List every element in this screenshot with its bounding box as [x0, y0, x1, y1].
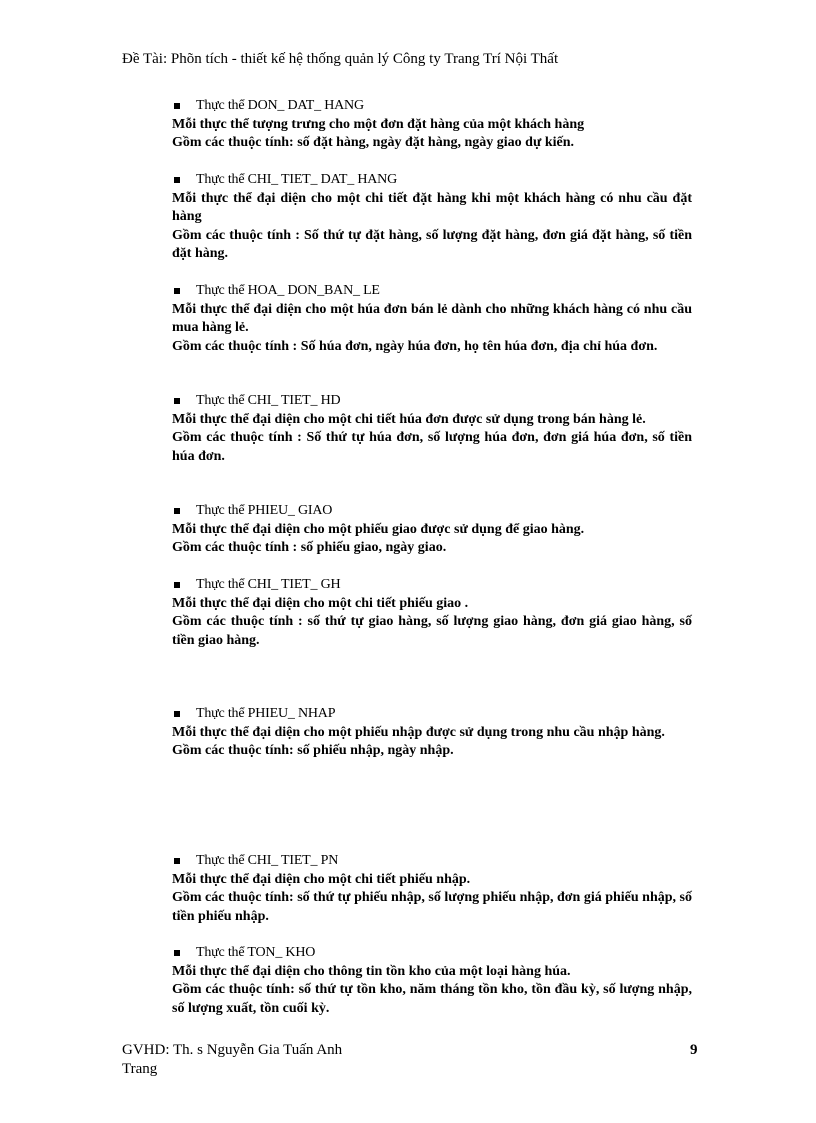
entity-title — [172, 282, 692, 301]
entity-description: Mỗi thực thể đại diện cho một phiếu nhập được sử dụng trong nhu cầu nhập hàng. — [172, 724, 665, 740]
entity-phieu-nhap — [172, 705, 692, 761]
entity-title — [172, 171, 692, 190]
entity-description: Mỗi thực thể đại diện cho thông tin tồn kho của một loại hàng húa. — [172, 963, 571, 979]
entity-title-text: Thực thể TON_ KHO — [196, 945, 316, 960]
entity-chi-tiet-dat-hang — [172, 171, 692, 264]
entity-title-text: Thực thể DON_ DAT_ HANG — [196, 98, 364, 113]
entity-description: Mỗi thực thể tượng trưng cho một đơn đặt hàng của một khách hàng — [172, 116, 585, 132]
entity-title — [172, 705, 692, 724]
bullet-icon — [174, 177, 180, 183]
entity-title-text: Thực thể CHI_ TIET_ GH — [196, 577, 341, 592]
entity-title-text: Thực thể CHI_ TIET_ DAT_ HANG — [196, 172, 397, 187]
entity-attributes: Gồm các thuộc tính: số đặt hàng, ngày đặt hàng, ngày giao dự kiến. — [172, 135, 575, 150]
footer-supervisor — [122, 1041, 422, 1079]
entity-chi-tiet-pn — [172, 852, 692, 926]
entity-title — [172, 97, 692, 116]
entity-phieu-giao — [172, 502, 692, 558]
bullet-icon — [174, 950, 180, 956]
entity-title — [172, 502, 692, 521]
supervisor-line: GVHD: Th. s Nguyễn Gia Tuấn Anh — [122, 1042, 343, 1058]
entity-description: Mỗi thực thể đại diện cho một phiếu giao được sử dụng để giao hàng. — [172, 521, 585, 537]
entity-chi-tiet-hd — [172, 392, 692, 466]
bullet-icon — [174, 858, 180, 864]
entity-attributes: Gồm các thuộc tính : Số thứ tự húa đơn, số lượng húa đơn, đơn giá húa đơn, số tiền húa đơn. — [172, 430, 692, 464]
bullet-icon — [174, 508, 180, 514]
entity-ton-kho — [172, 944, 692, 1018]
bullet-icon — [174, 103, 180, 109]
entity-title-text: Thực thể HOA_ DON_BAN_ LE — [196, 283, 380, 298]
page-number: 9 — [690, 1042, 698, 1058]
entity-title-text: Thực thể CHI_ TIET_ PN — [196, 853, 339, 868]
entity-title — [172, 392, 692, 411]
entity-description: Mỗi thực thể đại diện cho một chi tiết đặt hàng khi một khách hàng có nhu cầu đặt hàng — [172, 190, 692, 224]
entity-attributes: Gồm các thuộc tính: số phiếu nhập, ngày nhập. — [172, 743, 454, 758]
entity-attributes: Gồm các thuộc tính: số thứ tự phiếu nhập, số lượng phiếu nhập, đơn giá phiếu nhập, số tiền phiếu nhập. — [172, 890, 692, 924]
bullet-icon — [174, 582, 180, 588]
entity-attributes: Gồm các thuộc tính : Số húa đơn, ngày húa đơn, họ tên húa đơn, địa chỉ húa đơn. — [172, 338, 658, 354]
entity-title-text: Thực thể CHI_ TIET_ HD — [196, 393, 341, 408]
entity-title-text: Thực thể PHIEU_ GIAO — [196, 503, 333, 518]
entity-title-text: Thực thể PHIEU_ NHAP — [196, 706, 336, 721]
entity-description: Mỗi thực thể đại diện cho một chi tiết phiếu giao . — [172, 595, 469, 611]
bullet-icon — [174, 288, 180, 294]
page-header: Đề Tài: Phõn tích - thiết kế hệ thống quản lý Công ty Trang Trí Nội Thất — [122, 51, 559, 67]
entity-attributes: Gồm các thuộc tính : số thứ tự giao hàng, số lượng giao hàng, đơn giá giao hàng, số tiền giao hàng. — [172, 614, 692, 648]
entity-title — [172, 944, 692, 963]
entity-description: Mỗi thực thể đại diện cho một chi tiết húa đơn được sử dụng trong bán hàng lẻ. — [172, 411, 646, 427]
entity-attributes: Gồm các thuộc tính : số phiếu giao, ngày giao. — [172, 540, 447, 555]
bullet-icon — [174, 711, 180, 717]
entity-title — [172, 852, 692, 871]
entity-attributes: Gồm các thuộc tính: số thứ tự tồn kho, năm tháng tồn kho, tồn đầu kỳ, số lượng nhập, số lượng xuất, tồn cuối kỳ. — [172, 982, 692, 1016]
supervisor-line-cont: Trang — [122, 1061, 158, 1077]
entity-don-dat-hang — [172, 97, 692, 153]
entity-title — [172, 576, 692, 595]
bullet-icon — [174, 398, 180, 404]
entity-description: Mỗi thực thể đại diện cho một chi tiết phiếu nhập. — [172, 871, 471, 887]
entity-attributes: Gồm các thuộc tính : Số thứ tự đặt hàng, số lượng đặt hàng, đơn giá đặt hàng, số tiền đặt hàng. — [172, 227, 692, 261]
entity-description: Mỗi thực thể đại diện cho một húa đơn bán lẻ dành cho những khách hàng có nhu cầu mua hàng lẻ. — [172, 301, 692, 335]
entity-chi-tiet-gh — [172, 576, 692, 650]
entity-hoa-don-ban-le — [172, 282, 692, 356]
